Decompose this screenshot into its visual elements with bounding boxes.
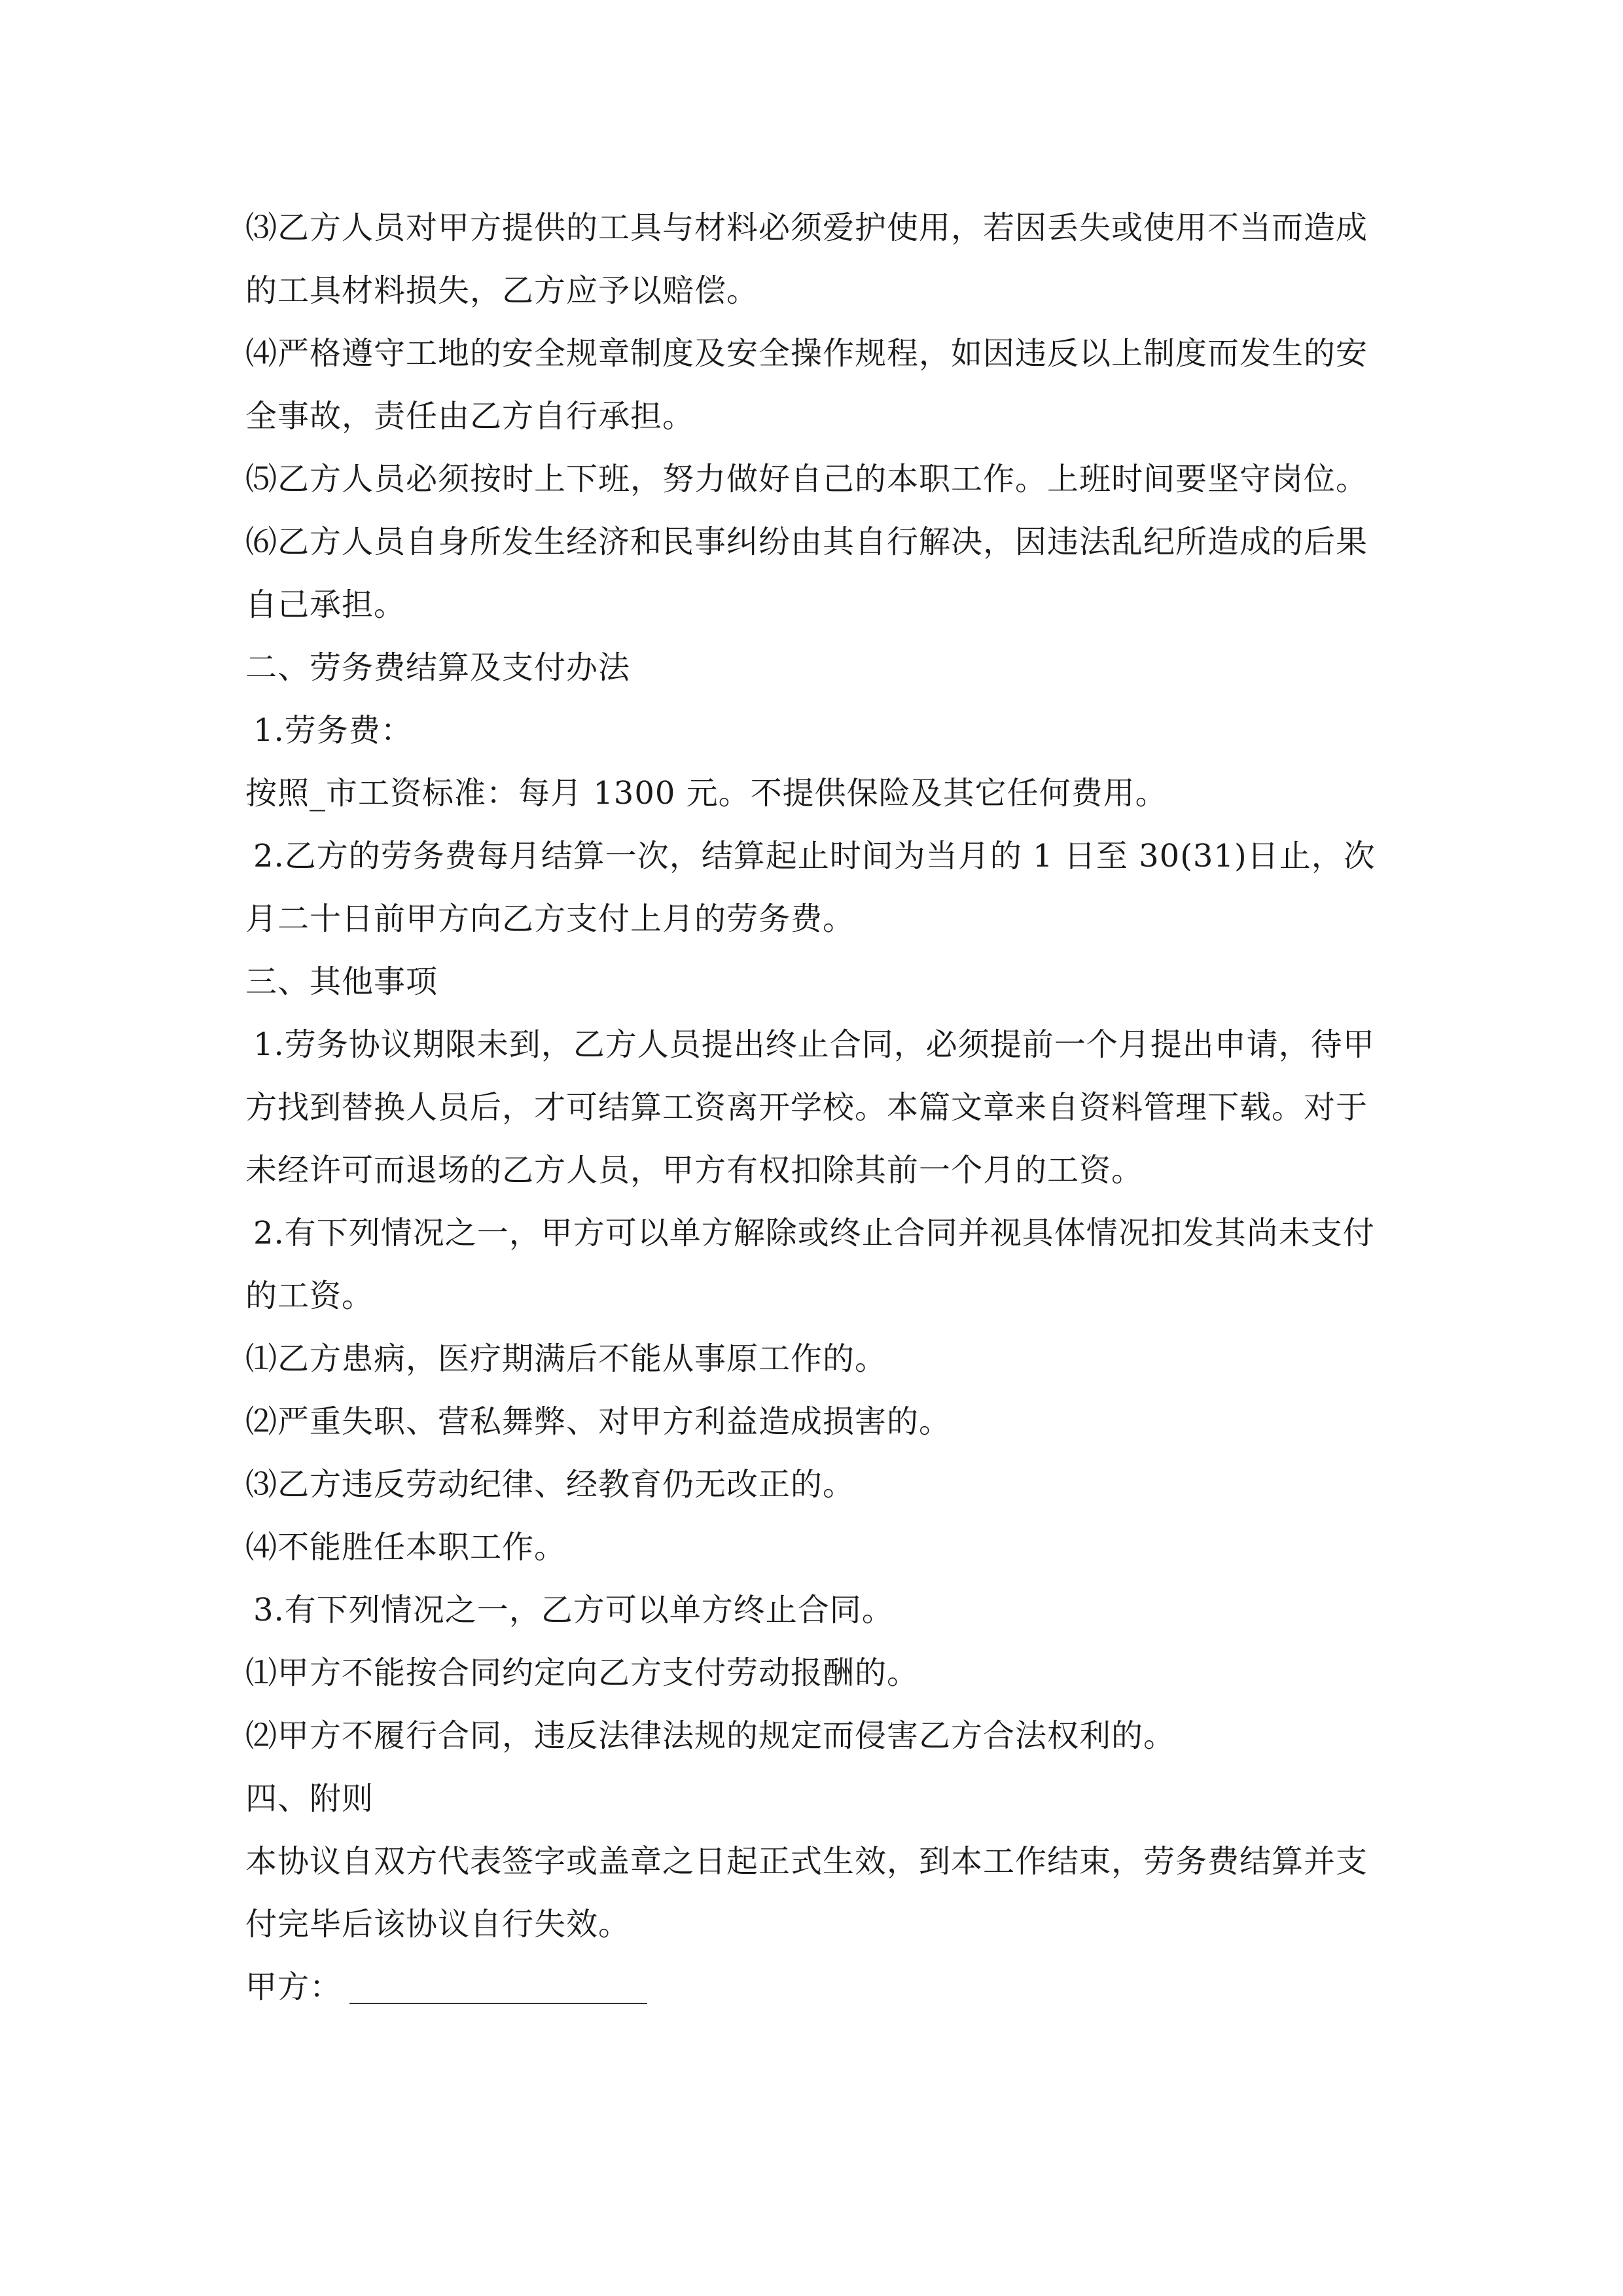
section-2-heading: 二、劳务费结算及支付办法 xyxy=(245,649,631,686)
clause-4-line-1: ⑷严格遵守工地的安全规章制度及安全操作规程，如因违反以上制度而发生的安 xyxy=(245,335,1368,372)
other-item-2-line-2: 的工资。 xyxy=(245,1278,374,1314)
condition-1: ⑴乙方患病，医疗期满后不能从事原工作的。 xyxy=(245,1340,887,1377)
section-4-heading: 四、附则 xyxy=(245,1780,374,1817)
party-a-signature-label: 甲方： xyxy=(245,1969,342,2005)
clause-5-line-1: ⑸乙方人员必须按时上下班，努力做好自己的本职工作。上班时间要坚守岗位。 xyxy=(245,461,1368,497)
fee-item-1-heading: 1.劳务费： xyxy=(253,712,413,749)
effective-clause-line-1: 本协议自双方代表签字或盖章之日起正式生效，到本工作结束，劳务费结算并支 xyxy=(245,1843,1368,1880)
other-item-1-line-2: 方找到替换人员后，才可结算工资离开学校。本篇文章来自资料管理下载。对于 xyxy=(245,1089,1368,1126)
fee-item-2-line-1: 2.乙方的劳务费每月结算一次，结算起止时间为当月的 1 日至 30(31)日止，次 xyxy=(253,838,1376,874)
other-item-1-line-3: 未经许可而退场的乙方人员，甲方有权扣除其前一个月的工资。 xyxy=(245,1152,1144,1189)
party-a-signature-line xyxy=(349,1971,647,2004)
clause-4-line-2: 全事故，责任由乙方自行承担。 xyxy=(245,398,695,435)
clause-3-line-1: ⑶乙方人员对甲方提供的工具与材料必须爱护使用，若因丢失或使用不当而造成 xyxy=(245,209,1368,246)
clause-6-line-2: 自己承担。 xyxy=(245,586,406,623)
other-item-3: 3.有下列情况之一，乙方可以单方终止合同。 xyxy=(253,1592,894,1628)
condition-4: ⑷不能胜任本职工作。 xyxy=(245,1529,567,1566)
condition-3: ⑶乙方违反劳动纪律、经教育仍无改正的。 xyxy=(245,1466,855,1503)
fee-standard-text: 按照_市工资标准：每月 1300 元。不提供保险及其它任何费用。 xyxy=(245,775,1168,812)
signature-row xyxy=(245,1956,1384,2018)
other-item-1-line-1: 1.劳务协议期限未到，乙方人员提出终止合同，必须提前一个月提出申请，待甲 xyxy=(253,1026,1375,1063)
fee-item-2-line-2: 月二十日前甲方向乙方支付上月的劳务费。 xyxy=(245,901,855,937)
condition-2: ⑵严重失职、营私舞弊、对甲方利益造成损害的。 xyxy=(245,1403,952,1440)
effective-clause-line-2: 付完毕后该协议自行失效。 xyxy=(245,1906,631,1943)
section-3-heading: 三、其他事项 xyxy=(245,963,438,1000)
clause-6-line-1: ⑹乙方人员自身所发生经济和民事纠纷由其自行解决，因违法乱纪所造成的后果 xyxy=(245,524,1368,560)
other-item-2-line-1: 2.有下列情况之一，甲方可以单方解除或终止合同并视具体情况扣发其尚未支付 xyxy=(253,1215,1375,1251)
document-page xyxy=(245,196,1384,2018)
termination-condition-2: ⑵甲方不履行合同，违反法律法规的规定而侵害乙方合法权利的。 xyxy=(245,1717,1176,1754)
clause-3-line-2: 的工具材料损失，乙方应予以赔偿。 xyxy=(245,272,759,309)
termination-condition-1: ⑴甲方不能按合同约定向乙方支付劳动报酬的。 xyxy=(245,1655,919,1691)
